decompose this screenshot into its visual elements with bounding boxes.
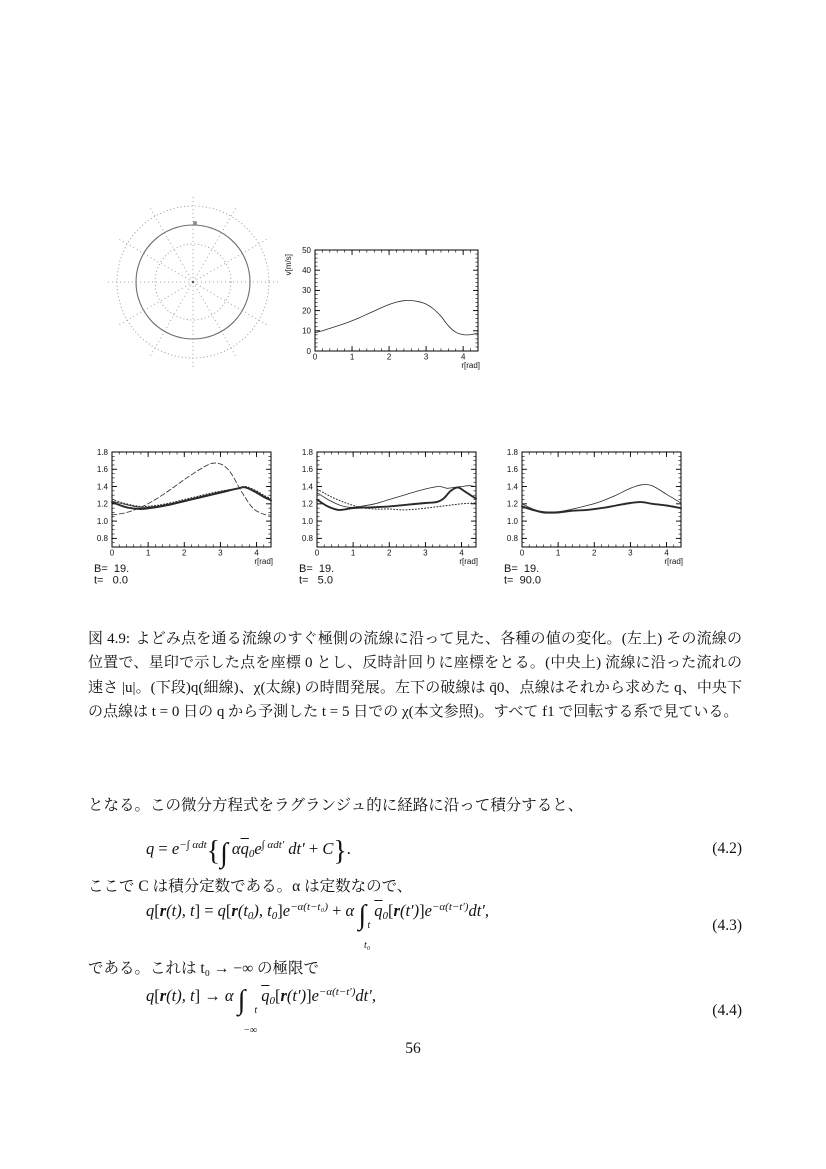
svg-text:1: 1 — [555, 548, 561, 558]
svg-text:0.8: 0.8 — [506, 534, 518, 544]
svg-text:0: 0 — [109, 548, 115, 558]
svg-text:B= 19.: B= 19. — [299, 563, 335, 575]
svg-text:1: 1 — [350, 548, 356, 558]
svg-text:1.6: 1.6 — [96, 465, 108, 475]
svg-text:1.2: 1.2 — [301, 499, 313, 509]
svg-text:0: 0 — [519, 548, 525, 558]
svg-text:t= 0.0: t= 0.0 — [94, 574, 128, 587]
svg-text:2: 2 — [592, 548, 597, 558]
paragraph-3: である。これは t₀ → −∞ の極限で — [88, 960, 320, 977]
equation-4-2-body: $q = e^{-\int \alpha dt}\{\int$ $\alpha\overline{q}0e^{\int \alpha dt'}$ dt′ + C}. — [146, 836, 351, 869]
svg-text:0: 0 — [312, 352, 318, 362]
svg-text:4: 4 — [460, 352, 466, 362]
evolution-plot-t90 — [490, 442, 705, 594]
evolution-plot-t0 — [80, 442, 295, 594]
caption-text: よどみ点を通る流線のすぐ極側の流線に沿って見た、各種の値の変化。(左上) その流線の位置で、星印で示した点を座標 0 とし、反時計回りに座標をとる。(中央上) 流線に沿った流れの速さ |u|。(下段)q(細線)、χ(太線) の時間発展。左下の破線は q̄0、点線はそれから求めた q、中央下の点線は t = 0 日の q から予測した t = 5 日での χ(本文参照)。すべて f1 で回転する系で見ている。 — [88, 631, 742, 720]
svg-text:3: 3 — [423, 548, 428, 558]
svg-text:4: 4 — [664, 548, 669, 558]
paragraph-2: ここで C は積分定数である。α は定数なので、 — [88, 878, 413, 895]
svg-text:0.8: 0.8 — [96, 534, 108, 544]
svg-text:50: 50 — [302, 245, 311, 255]
svg-text:30: 30 — [302, 286, 311, 296]
svg-text:1.8: 1.8 — [96, 447, 108, 457]
svg-text:2: 2 — [182, 548, 187, 558]
svg-text:2: 2 — [387, 548, 392, 558]
svg-text:1.6: 1.6 — [301, 465, 313, 475]
svg-text:1.2: 1.2 — [506, 499, 518, 509]
svg-text:4: 4 — [254, 548, 259, 558]
svg-text:r[rad]: r[rad] — [664, 557, 683, 566]
svg-text:t= 90.0: t= 90.0 — [504, 574, 542, 587]
equation-4-3 — [88, 898, 742, 954]
equation-4-3-body: q[r(t), t] = q[r(t0), $t0]e^{-\alpha(t-t_0)} + \alpha$ ∫ t t₀ $\overline{q}0[r(t')]e^{-\alpha(t-t')}dt'$, — [146, 900, 490, 951]
svg-text:1.4: 1.4 — [96, 482, 108, 492]
svg-text:v[m/s]: v[m/s] — [284, 254, 293, 276]
svg-text:t= 5.0: t= 5.0 — [299, 574, 333, 587]
equation-4-2-number: (4.2) — [712, 840, 742, 857]
figure-caption — [88, 627, 742, 724]
evolution-plot-t5 — [285, 442, 500, 594]
svg-text:B= 19.: B= 19. — [504, 563, 540, 575]
svg-text:10: 10 — [302, 326, 311, 336]
equation-4-2 — [88, 826, 742, 872]
svg-text:1.4: 1.4 — [506, 482, 518, 492]
equation-4-4-number: (4.4) — [712, 1002, 742, 1019]
svg-text:1.8: 1.8 — [506, 447, 518, 457]
svg-text:0: 0 — [314, 548, 320, 558]
svg-text:2: 2 — [386, 352, 392, 362]
svg-text:r[rad]: r[rad] — [461, 361, 480, 370]
svg-text:1.2: 1.2 — [96, 499, 108, 509]
svg-text:1.0: 1.0 — [506, 516, 518, 526]
svg-text:3: 3 — [423, 352, 429, 362]
svg-text:1: 1 — [349, 352, 355, 362]
speed-plot — [282, 240, 492, 372]
svg-text:B= 19.: B= 19. — [94, 563, 130, 575]
polar-streamline-plot — [103, 192, 283, 372]
paragraph-1: となる。この微分方程式をラグランジュ的に経路に沿って積分すると、 — [88, 797, 584, 814]
equation-4-3-number: (4.3) — [712, 917, 742, 934]
page-number: 56 — [405, 1040, 421, 1057]
svg-text:3: 3 — [628, 548, 633, 558]
svg-text:1.0: 1.0 — [96, 516, 108, 526]
svg-text:3: 3 — [218, 548, 223, 558]
svg-text:4: 4 — [459, 548, 464, 558]
svg-text:40: 40 — [302, 266, 311, 275]
svg-text:0: 0 — [306, 346, 311, 356]
svg-text:1.0: 1.0 — [301, 516, 313, 526]
equation-4-4 — [88, 983, 742, 1039]
caption-label: 図 4.9: — [88, 631, 131, 647]
svg-text:r[rad]: r[rad] — [459, 557, 478, 566]
svg-text:1.6: 1.6 — [506, 465, 518, 475]
svg-text:1: 1 — [145, 548, 151, 558]
svg-text:r[rad]: r[rad] — [254, 557, 273, 566]
svg-text:0.8: 0.8 — [301, 534, 313, 544]
equation-4-4-body: q[r(t), t] → α ∫ t −∞ $\overline{q}0[r(t')]e^{-\alpha(t-t')}dt'$, — [146, 985, 376, 1036]
svg-text:1.8: 1.8 — [301, 447, 313, 457]
svg-text:1.4: 1.4 — [301, 482, 313, 492]
svg-text:20: 20 — [302, 306, 311, 316]
